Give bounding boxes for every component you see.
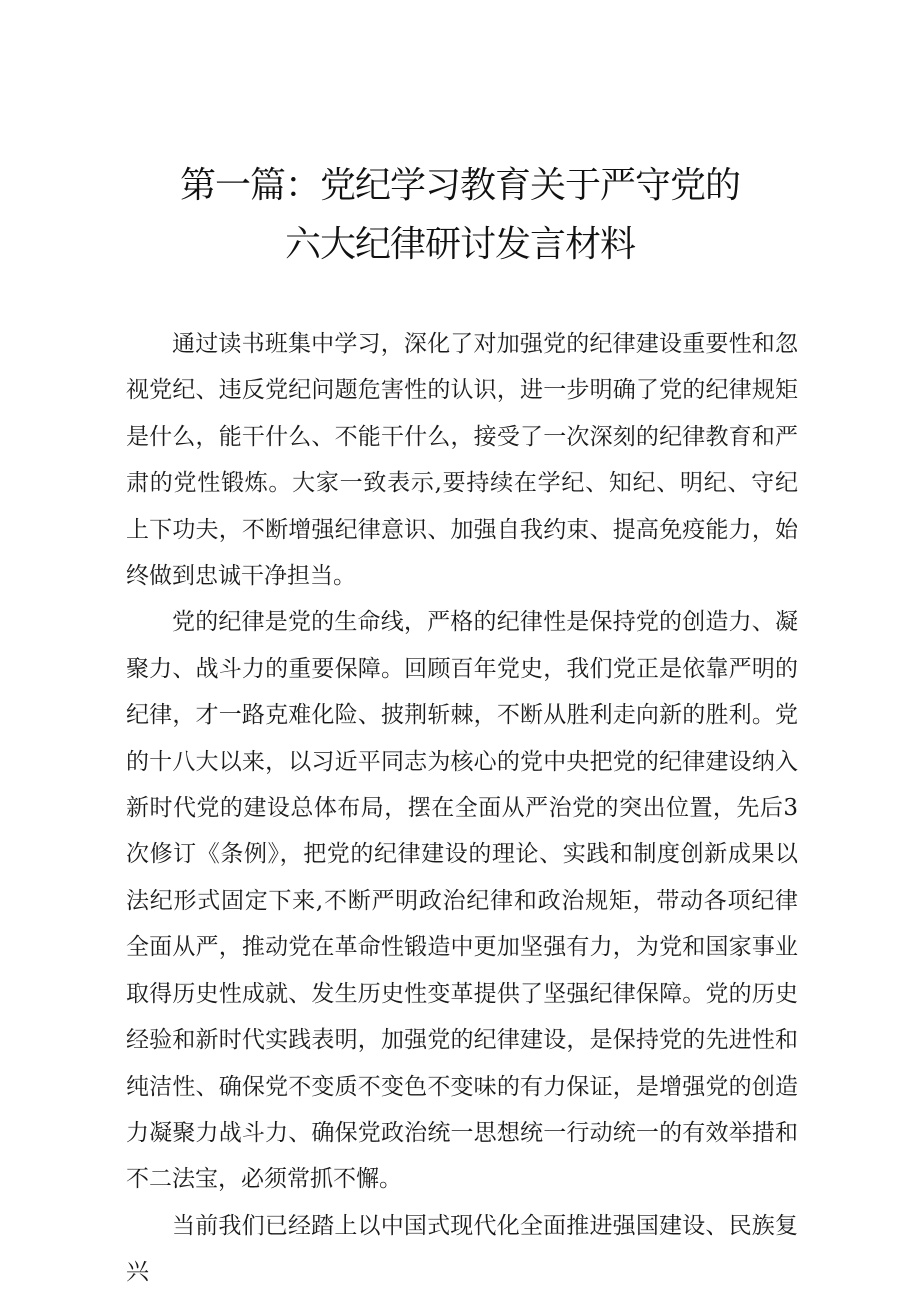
document-title-line-2: 六大纪律研讨发言材料 (284, 224, 635, 265)
document-title-line-1: 第一篇：党纪学习教育关于严守党的 (179, 165, 740, 206)
document-body (126, 321, 798, 1296)
paragraph-2: 党的纪律是党的生命线，严格的纪律性是保持党的创造力、凝聚力、战斗力的重要保障。回顾百年党史，我们党正是依靠严明的纪律，才一路克难化险、披荆斩棘，不断从胜利走向新的胜利。党的十八大以来，以习近平同志为核心的党中央把党的纪律建设纳入新时代党的建设总体布局，摆在全面从严治党的突出位置，先后3次修订《条例》，把党的纪律建设的理论、实践和制度创新成果以法纪形式固定下来,不断严明政治纪律和政治规矩，带动各项纪律全面从严，推动党在革命性锻造中更加坚强有力，为党和国家事业取得历史性成就、发生历史性变革提供了坚强纪律保障。党的历史经验和新时代实践表明，加强党的纪律建设，是保持党的先进性和纯洁性、确保党不变质不变色不变味的有力保证，是增强党的创造力凝聚力战斗力、确保党政治统一思想统一行动统一的有效举措和不二法宝，必须常抓不懈。 (126, 609, 798, 1193)
paragraph-1: 通过读书班集中学习，深化了对加强党的纪律建设重要性和忽视党纪、违反党纪问题危害性的认识，进一步明确了党的纪律规矩是什么，能干什么、不能干什么，接受了一次深刻的纪律教育和严肃的党性锻炼。大家一致表示,要持续在学纪、知纪、明纪、守纪上下功夫，不断增强纪律意识、加强自我约束、提高免疫能力，始终做到忠诚干净担当。 (126, 331, 798, 590)
paragraph-3: 当前我们已经踏上以中国式现代化全面推进强国建设、民族复兴 (126, 1212, 798, 1286)
